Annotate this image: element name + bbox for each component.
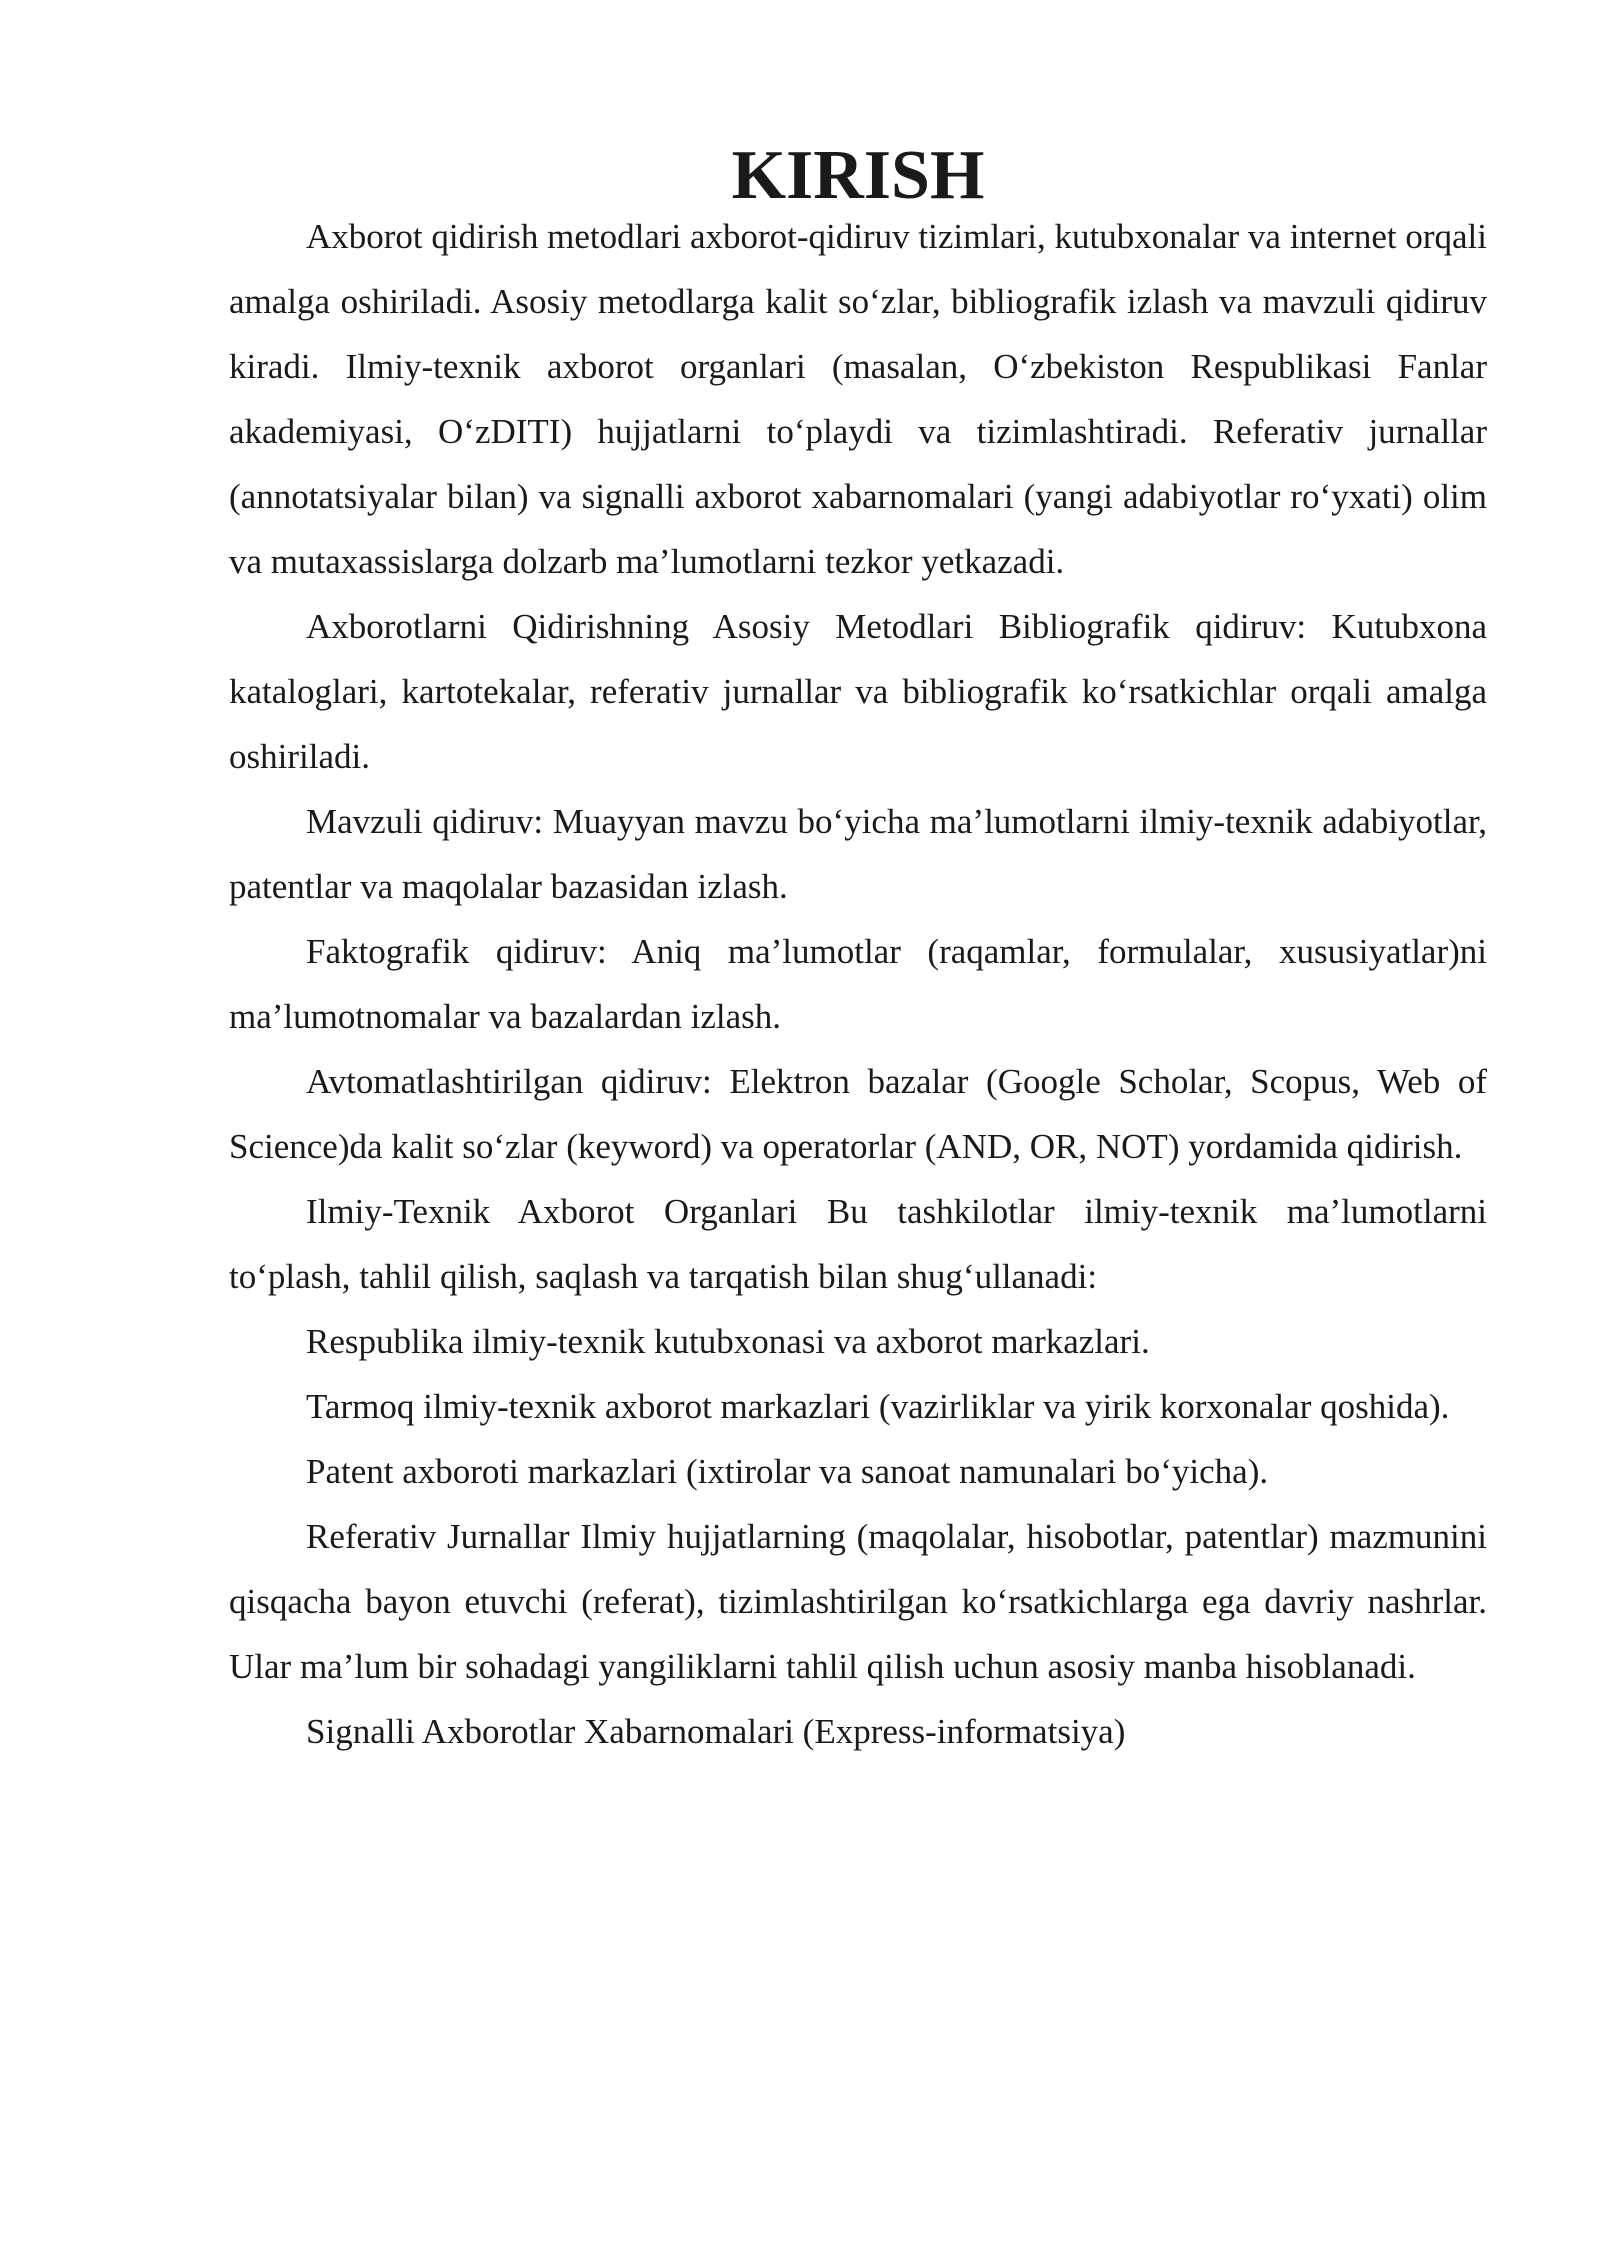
paragraph-abstract-journals: Referativ Jurnallar Ilmiy hujjatlarning (maqolalar, hisobotlar, patentlar) mazmunini qisqacha bayon etuvchi (referat), tizimlashtirilgan ko‘rsatkichlarga ega davriy nashrlar. Ular ma’lum bir sohadagi yangiliklarni tahlil qilish uchun asosiy manba hisoblanadi.: [229, 1517, 1487, 1686]
paragraph-factographic-search: Faktografik qidiruv: Aniq ma’lumotlar (raqamlar, formulalar, xususiyatlar)ni ma’lumotnomalar va bazalardan izlash.: [229, 932, 1487, 1036]
paragraph-bibliographic-search: Axborotlarni Qidirishning Asosiy Metodlari Bibliografik qidiruv: Kutubxona kataloglari, kartotekalar, referativ jurnallar va bibliografik ko‘rsatkichlar orqali amalga oshiriladi.: [229, 607, 1487, 776]
paragraph-search-methods-intro: Axborot qidirish metodlari axborot-qidiruv tizimlari, kutubxonalar va internet orqali amalga oshiriladi. Asosiy metodlarga kalit so‘zlar, bibliografik izlash va mavzuli qidiruv kiradi. Ilmiy-texnik axborot organlari (masalan, O‘zbekiston Respublikasi Fanlar akademiyasi, O‘zDITI) hujjatlarni to‘playdi va tizimlashtiradi. Referativ jurnallar (annotatsiyalar bilan) va signalli axborot xabarnomalari (yangi adabiyotlar ro‘yxati) olim va mutaxassislarga dolzarb ma’lumotlarni tezkor yetkazadi.: [229, 217, 1487, 581]
paragraph-scientific-info-bodies: Ilmiy-Texnik Axborot Organlari Bu tashkilotlar ilmiy-texnik ma’lumotlarni to‘plash, tahlil qilish, saqlash va tarqatish bilan shug‘ullanadi:: [229, 1192, 1487, 1296]
paragraph-branch-centers: Tarmoq ilmiy-texnik axborot markazlari (vazirliklar va yirik korxonalar qoshida).: [306, 1387, 1450, 1426]
page-title: KIRISH: [731, 137, 985, 214]
paragraph-republic-library: Respublika ilmiy-texnik kutubxonasi va axborot markazlari.: [306, 1322, 1150, 1361]
paragraph-signal-bulletins: Signalli Axborotlar Xabarnomalari (Express-informatsiya): [306, 1712, 1126, 1751]
paragraph-thematic-search: Mavzuli qidiruv: Muayyan mavzu bo‘yicha ma’lumotlarni ilmiy-texnik adabiyotlar, patentlar va maqolalar bazasidan izlash.: [229, 802, 1487, 906]
paragraph-patent-centers: Patent axboroti markazlari (ixtirolar va sanoat namunalari bo‘yicha).: [306, 1452, 1269, 1491]
paragraph-automated-search: Avtomatlashtirilgan qidiruv: Elektron bazalar (Google Scholar, Scopus, Web of Science)da kalit so‘zlar (keyword) va operatorlar (AND, OR, NOT) yordamida qidirish.: [229, 1062, 1487, 1166]
document-page: [229, 137, 1487, 1764]
